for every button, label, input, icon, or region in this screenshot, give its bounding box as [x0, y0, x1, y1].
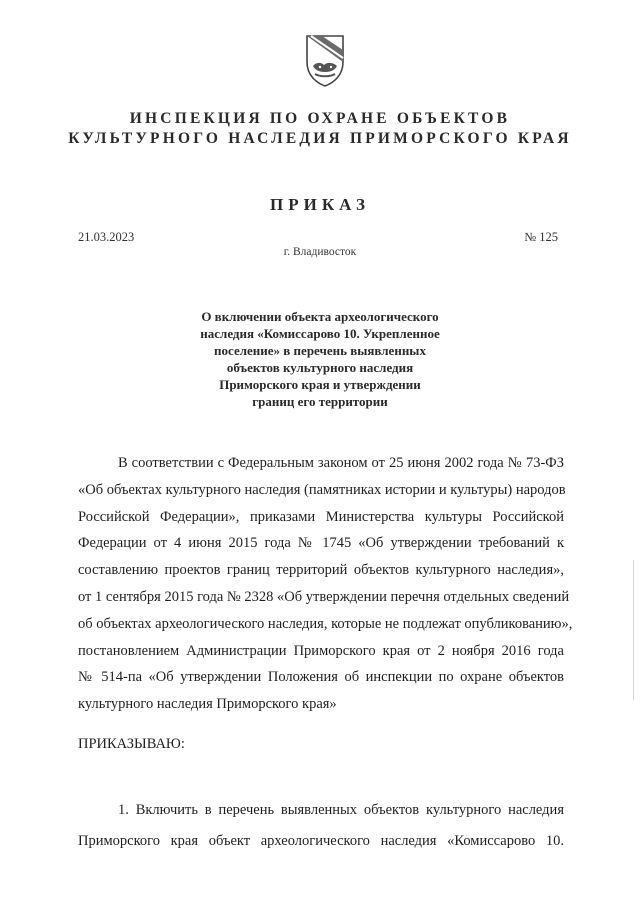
- document-number: № 125: [524, 230, 558, 244]
- organization-name-line-2: КУЛЬТУРНОГО НАСЛЕДИЯ ПРИМОРСКОГО КРАЯ: [68, 130, 572, 147]
- subject-line: границ его территории: [252, 394, 388, 409]
- scan-edge-mark: [633, 560, 634, 700]
- preamble-line: составлению проектов границ территорий объектов культурного наследия»,: [78, 562, 564, 579]
- preamble-line: от 1 сентября 2015 года № 2328 «Об утверждении перечня отдельных сведений: [78, 588, 570, 605]
- preamble-line: об объектах археологического наследия, которые не подлежат опубликованию»,: [78, 615, 573, 632]
- preamble-paragraph: [78, 450, 573, 718]
- coat-of-arms-icon: [302, 32, 348, 88]
- order-item-1: [78, 795, 564, 857]
- item-line: Приморского края объект археологического наследия «Комиссарово 10.: [78, 833, 564, 849]
- document-subject: [150, 308, 490, 410]
- preamble-line: культурного наследия Приморского края»: [78, 696, 337, 713]
- order-word: ПРИКАЗЫВАЮ:: [78, 736, 185, 752]
- preamble-line: № 514-па «Об утверждении Положения об инспекции по охране объектов: [78, 669, 564, 686]
- organization-name-line-1: ИНСПЕКЦИЯ ПО ОХРАНЕ ОБЪЕКТОВ: [129, 110, 511, 127]
- document-city: г. Владивосток: [283, 246, 357, 258]
- subject-line: О включении объекта археологического: [201, 309, 439, 324]
- subject-line: наследия «Комиссарово 10. Укрепленное: [200, 326, 440, 341]
- item-line: 1. Включить в перечень выявленных объектов культурного наследия: [118, 802, 564, 818]
- preamble-line: Федерации от 4 июня 2015 года № 1745 «Об утверждении требований к: [78, 535, 564, 552]
- subject-line: Приморского края и утверждении: [219, 377, 421, 392]
- preamble-line: постановлением Администрации Приморского края от 2 ноября 2016 года: [78, 642, 564, 659]
- preamble-line: В соответствии с Федеральным законом от 25 июня 2002 года № 73-ФЗ: [118, 455, 564, 471]
- document-type: ПРИКАЗ: [270, 195, 370, 214]
- subject-line: поселение» в перечень выявленных: [214, 343, 426, 358]
- subject-line: объектов культурного наследия: [226, 360, 414, 375]
- preamble-line: «Об объектах культурного наследия (памятниках истории и культуры) народов: [78, 481, 566, 498]
- preamble-line: Российской Федерации», приказами Министерства культуры Российской: [78, 508, 564, 525]
- document-date: 21.03.2023: [78, 230, 135, 244]
